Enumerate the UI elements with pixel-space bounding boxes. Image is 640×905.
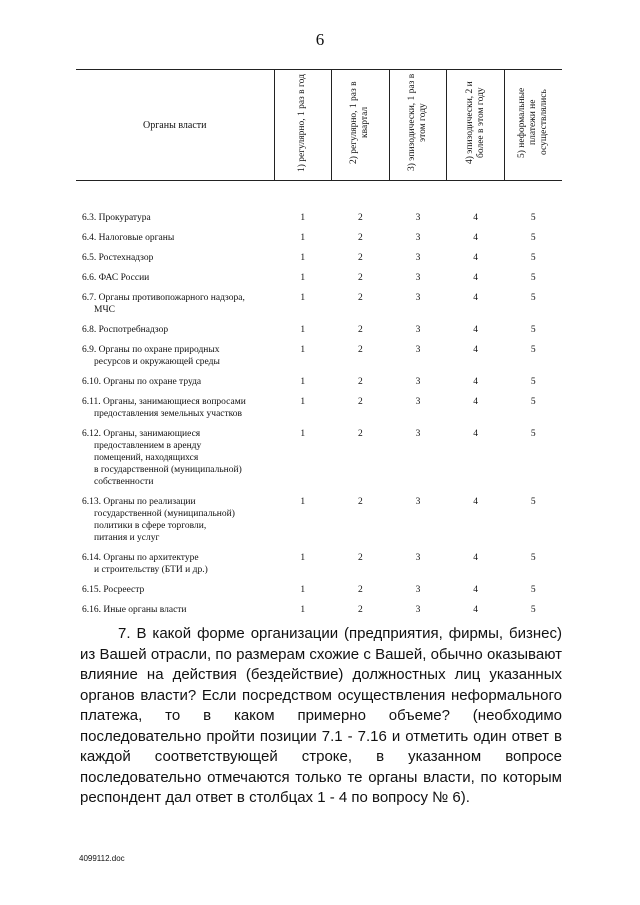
authority-name: 6.4. Налоговые органы <box>82 233 175 243</box>
answer-code-2[interactable]: 2 <box>358 253 363 263</box>
authority-name: 6.8. Роспотребнадзор <box>82 325 169 335</box>
answer-code-1[interactable]: 1 <box>300 213 306 223</box>
answer-code-4[interactable]: 4 <box>473 213 478 223</box>
header-option-3 <box>389 70 447 181</box>
answer-code-5[interactable]: 5 <box>530 273 536 283</box>
answer-code-1[interactable]: 1 <box>300 233 306 243</box>
answer-code-2[interactable]: 2 <box>358 233 363 243</box>
answer-code-3[interactable]: 3 <box>415 345 421 355</box>
authority-cell <box>76 492 274 548</box>
answer-code-1[interactable]: 1 <box>300 605 306 615</box>
answer-code-1[interactable]: 1 <box>300 429 306 439</box>
header-option-1 <box>274 70 332 181</box>
header-option-label: 5) неформальные платежи не осуществлялись <box>516 87 549 158</box>
table-row <box>76 492 562 548</box>
authority-name: 6.15. Росреестр <box>82 585 145 595</box>
header-authority: Органы власти <box>76 70 274 181</box>
answer-code-3[interactable]: 3 <box>415 397 421 407</box>
authority-cell <box>76 288 274 320</box>
answer-code-3[interactable]: 3 <box>415 429 421 439</box>
answer-code-5[interactable]: 5 <box>530 497 536 507</box>
table-row <box>76 288 562 320</box>
answer-code-2[interactable]: 2 <box>358 429 363 439</box>
answer-code-3[interactable]: 3 <box>415 553 421 563</box>
answer-code-1[interactable]: 1 <box>300 553 306 563</box>
answer-code-5[interactable]: 5 <box>530 345 536 355</box>
answer-code-4[interactable]: 4 <box>473 233 478 243</box>
authority-cell <box>76 600 274 620</box>
authority-name: 6.3. Прокуратура <box>82 213 151 223</box>
answer-code-5[interactable]: 5 <box>530 585 536 595</box>
authority-name: 6.13. Органы по реализации <box>82 497 196 507</box>
table-row <box>76 268 562 288</box>
table-row <box>76 600 562 620</box>
table-row <box>76 340 562 372</box>
answer-code-2[interactable]: 2 <box>358 377 363 387</box>
answer-code-3[interactable]: 3 <box>415 377 421 387</box>
answer-code-1[interactable]: 1 <box>300 345 306 355</box>
answer-code-2[interactable]: 2 <box>358 213 363 223</box>
answer-code-3[interactable]: 3 <box>415 325 421 335</box>
answer-code-4[interactable]: 4 <box>473 585 478 595</box>
table-row <box>76 228 562 248</box>
table-row <box>76 580 562 600</box>
header-option-label: 4) эпизодически, 2 и более в этом году <box>464 81 486 164</box>
answer-code-4[interactable]: 4 <box>473 605 478 615</box>
answer-code-2[interactable]: 2 <box>358 605 363 615</box>
answer-code-3[interactable]: 3 <box>415 497 421 507</box>
answer-code-2[interactable]: 2 <box>358 553 363 563</box>
answer-code-4[interactable]: 4 <box>473 273 478 283</box>
authority-name: 6.10. Органы по охране труда <box>82 377 202 387</box>
header-option-label: 1) регулярно, 1 раз в год <box>297 73 308 172</box>
answer-code-4[interactable]: 4 <box>473 553 478 563</box>
authority-cell <box>76 228 274 248</box>
answer-code-4[interactable]: 4 <box>473 377 478 387</box>
answer-code-4[interactable]: 4 <box>473 293 478 303</box>
authority-name: 6.9. Органы по охране природных <box>82 345 220 355</box>
table-header-row <box>76 70 562 181</box>
authority-name-continued: ресурсов и окружающей среды <box>94 357 220 367</box>
answer-code-1[interactable]: 1 <box>300 377 306 387</box>
answer-code-3[interactable]: 3 <box>415 585 421 595</box>
answer-code-2[interactable]: 2 <box>358 325 363 335</box>
table-row <box>76 372 562 392</box>
answer-code-4[interactable]: 4 <box>473 429 478 439</box>
answer-code-2[interactable]: 2 <box>358 345 363 355</box>
answer-code-5[interactable]: 5 <box>530 233 536 243</box>
answer-code-5[interactable]: 5 <box>530 553 536 563</box>
answer-code-3[interactable]: 3 <box>415 213 421 223</box>
answer-code-4[interactable]: 4 <box>473 345 478 355</box>
answer-code-2[interactable]: 2 <box>358 497 363 507</box>
authority-cell <box>76 208 274 228</box>
authority-name: 6.14. Органы по архитектуре <box>82 553 199 563</box>
header-option-2 <box>332 70 390 181</box>
answer-code-5[interactable]: 5 <box>530 397 536 407</box>
document-filename: 4099112.doc <box>79 854 125 863</box>
authority-name-continued: и строительству (БТИ и др.) <box>94 565 208 575</box>
answer-code-5[interactable]: 5 <box>530 377 536 387</box>
authority-name: 6.7. Органы противопожарного надзора, <box>82 293 245 303</box>
answer-code-3[interactable]: 3 <box>415 293 421 303</box>
authority-name: 6.11. Органы, занимающиеся вопросами <box>82 397 246 407</box>
page-number: 6 <box>315 30 325 49</box>
answer-code-5[interactable]: 5 <box>530 293 536 303</box>
answer-code-3[interactable]: 3 <box>415 273 421 283</box>
header-option-label: 2) регулярно, 1 раз в квартал <box>349 81 371 164</box>
authority-cell <box>76 320 274 340</box>
authority-cell <box>76 372 274 392</box>
answer-code-1[interactable]: 1 <box>300 397 306 407</box>
authority-cell <box>76 268 274 288</box>
answer-code-5[interactable]: 5 <box>530 213 536 223</box>
answer-code-1[interactable]: 1 <box>300 293 306 303</box>
answer-code-1[interactable]: 1 <box>300 585 306 595</box>
table-body <box>76 181 562 621</box>
authority-cell <box>76 392 274 424</box>
authority-name: 6.16. Иные органы власти <box>82 605 187 615</box>
authority-name-continued: предоставлением в аренду помещений, находящихся в государственной (муниципальной) собственности <box>94 441 242 487</box>
authority-name-continued: предоставления земельных участков <box>94 409 243 419</box>
header-option-5 <box>504 70 562 181</box>
answer-code-3[interactable]: 3 <box>415 253 421 263</box>
table-row <box>76 392 562 424</box>
authority-cell <box>76 340 274 372</box>
authority-cell <box>76 548 274 580</box>
header-option-4 <box>447 70 505 181</box>
answer-code-2[interactable]: 2 <box>358 397 363 407</box>
answer-code-2[interactable]: 2 <box>358 293 363 303</box>
table-row <box>76 424 562 492</box>
answer-code-5[interactable]: 5 <box>530 429 536 439</box>
answer-code-1[interactable]: 1 <box>300 273 306 283</box>
answer-code-3[interactable]: 3 <box>415 233 421 243</box>
answer-code-3[interactable]: 3 <box>415 605 421 615</box>
answer-code-4[interactable]: 4 <box>473 497 478 507</box>
answer-code-5[interactable]: 5 <box>530 605 536 615</box>
survey-table <box>76 69 562 620</box>
header-option-label: 3) эпизодически, 1 раз в этом году <box>406 73 428 172</box>
authority-cell <box>76 424 274 492</box>
answer-code-4[interactable]: 4 <box>473 397 478 407</box>
authority-name-continued: МЧС <box>94 305 115 315</box>
answer-code-4[interactable]: 4 <box>473 325 478 335</box>
table-row <box>76 208 562 228</box>
answer-code-4[interactable]: 4 <box>473 253 478 263</box>
answer-code-2[interactable]: 2 <box>358 273 363 283</box>
table-row <box>76 248 562 268</box>
answer-code-5[interactable]: 5 <box>530 325 536 335</box>
question-7-text: 7. В какой форме организации (предприятия, фирмы, бизнес) из Вашей отрасли, по размерам схожие с Вашей, обычно оказывают влияние на действия (бездействие) должностных лиц указанных органов власти? Если посредством осуществления неформального платежа, то в каком примерно объеме? (необходимо последовательно пройти позиции 7.1 - 7.16 и отметить один ответ в каждой соответствующей строке, в указанном вопросе последовательно отмечаются только те органы власти, по которым респондент дал ответ в столбцах 1 - 4 по вопросу № 6). <box>80 625 562 806</box>
authority-cell <box>76 248 274 268</box>
authority-name-continued: государственной (муниципальной) политики в сфере торговли, питания и услуг <box>94 509 235 543</box>
table-row <box>76 320 562 340</box>
authority-cell <box>76 580 274 600</box>
authority-name: 6.6. ФАС России <box>82 273 150 283</box>
answer-code-1[interactable]: 1 <box>300 325 306 335</box>
authority-name: 6.12. Органы, занимающиеся <box>82 429 201 439</box>
answer-code-5[interactable]: 5 <box>530 253 536 263</box>
authority-name: 6.5. Ростехнадзор <box>82 253 154 263</box>
answer-code-2[interactable]: 2 <box>358 585 363 595</box>
table-row <box>76 548 562 580</box>
answer-code-1[interactable]: 1 <box>300 497 306 507</box>
table-spacer <box>76 181 562 209</box>
answer-code-1[interactable]: 1 <box>300 253 306 263</box>
